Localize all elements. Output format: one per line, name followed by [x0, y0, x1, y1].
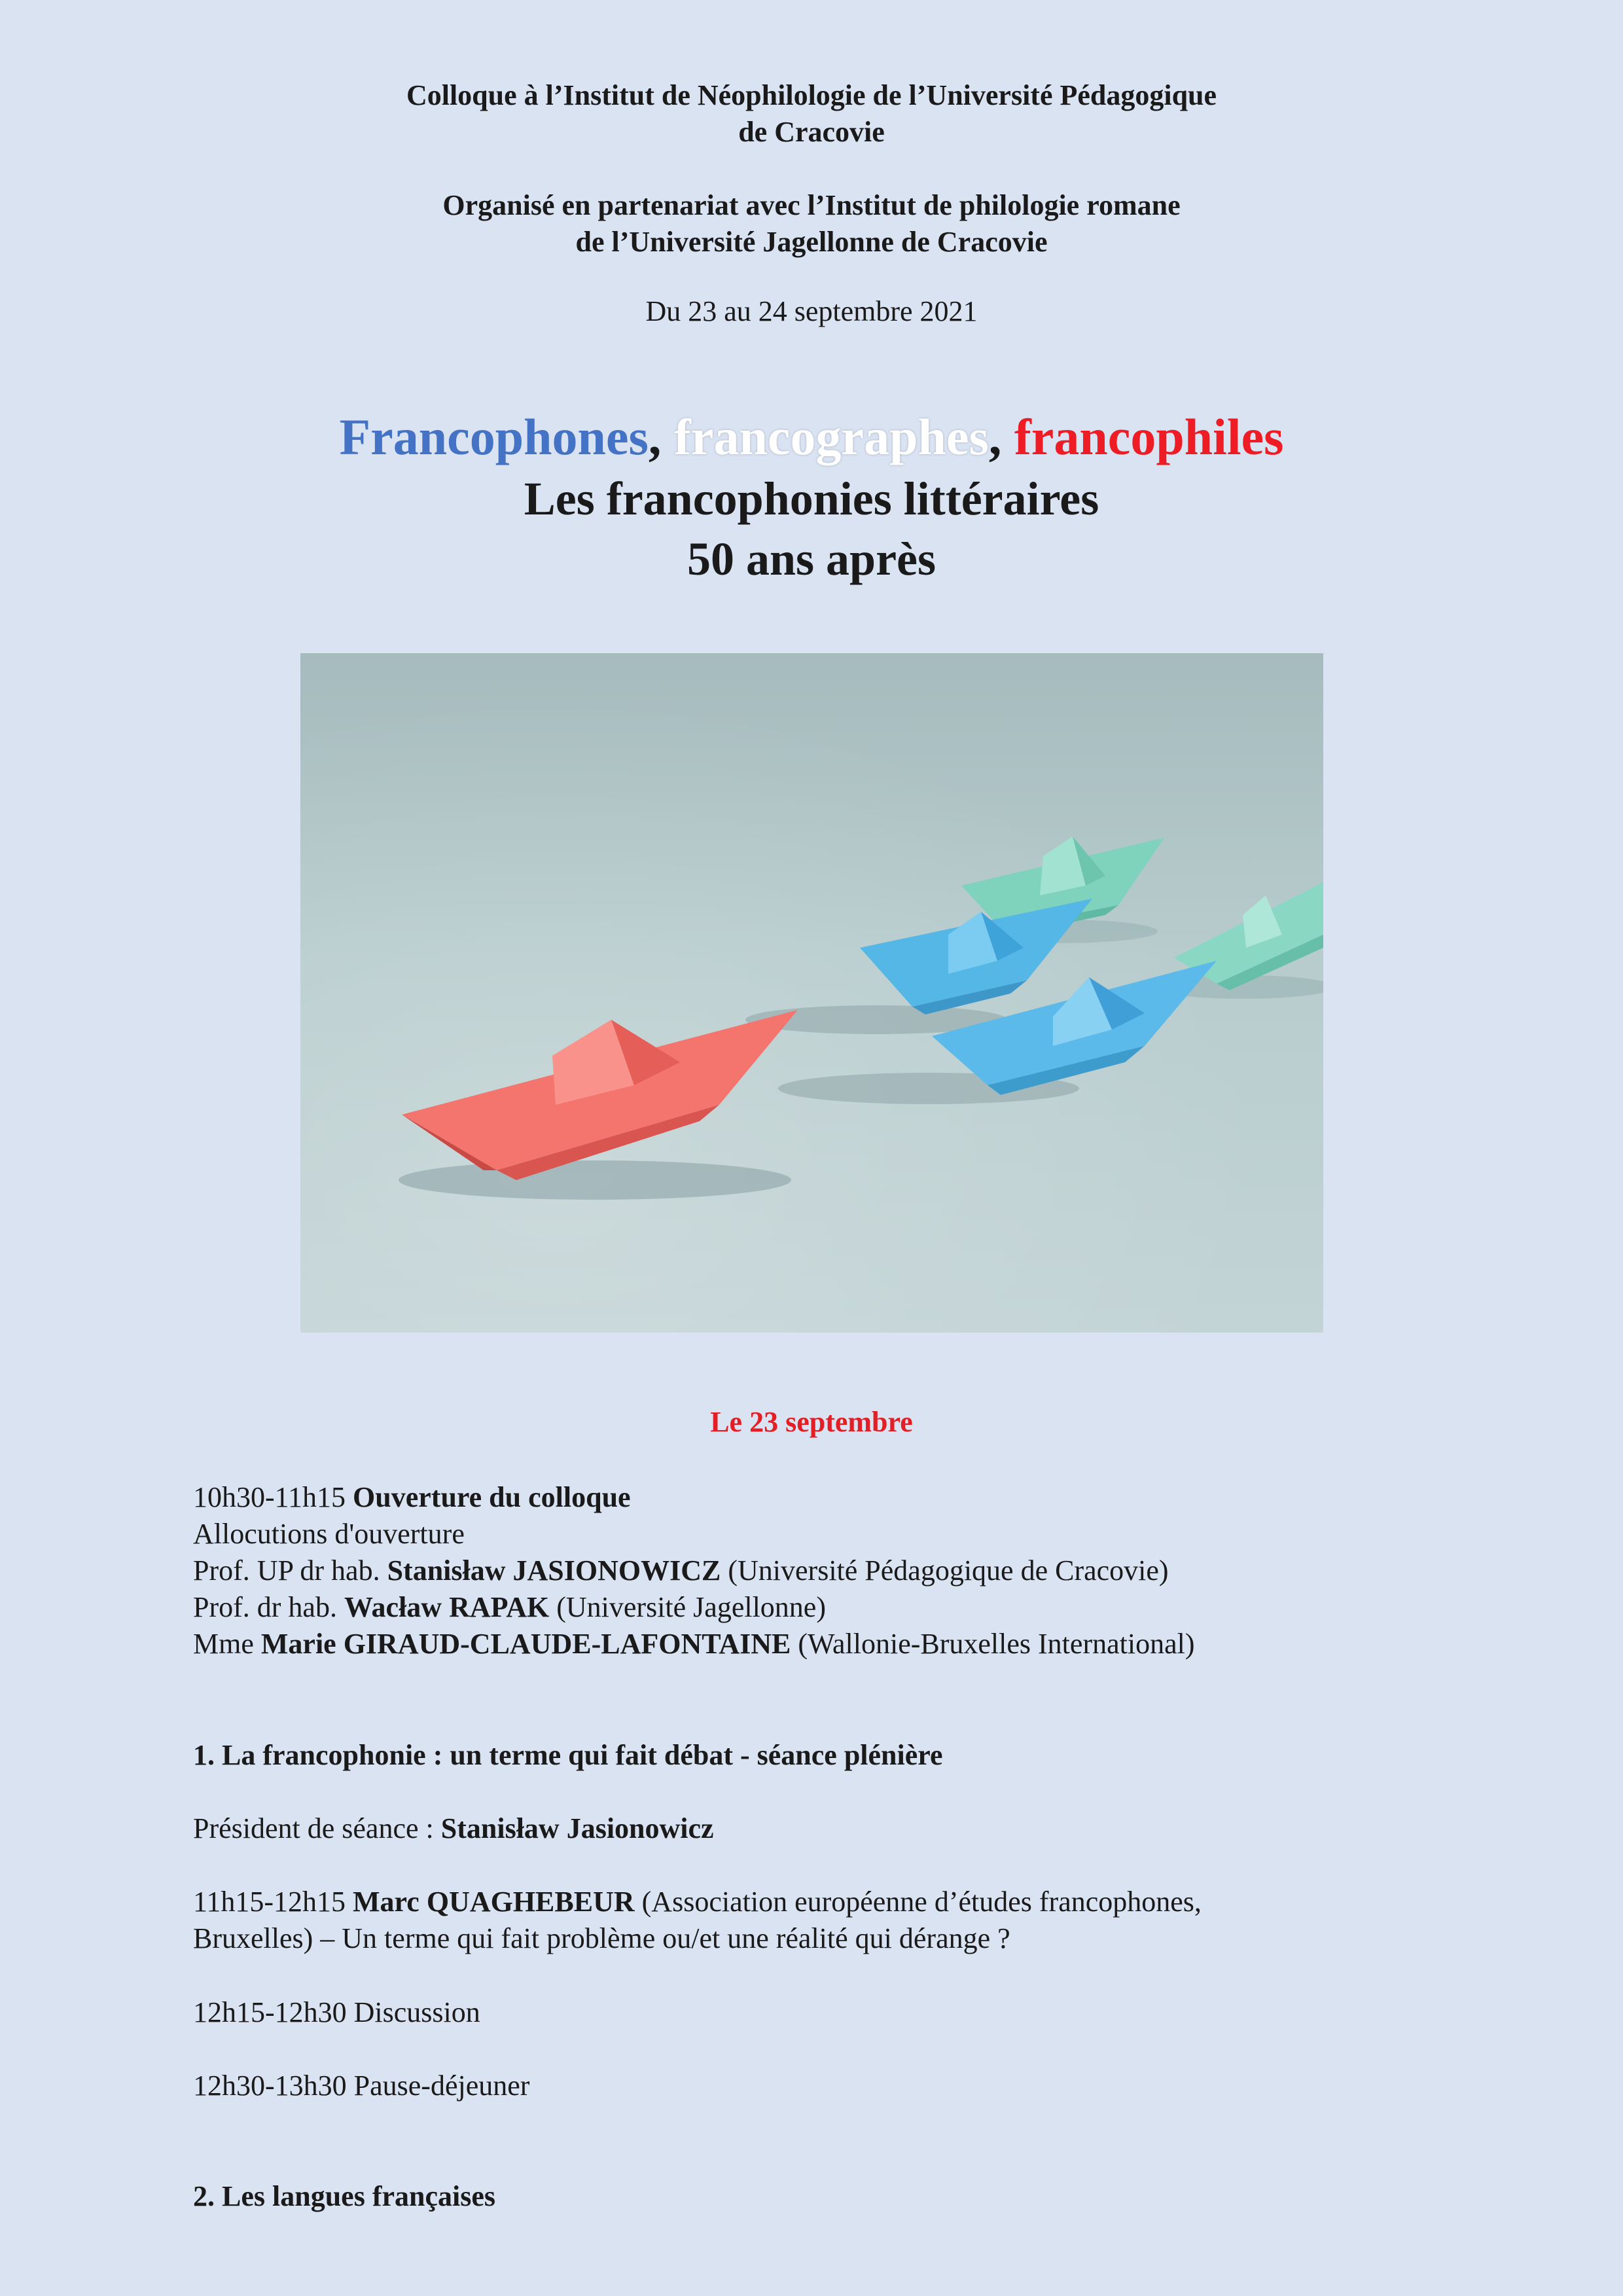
- title-word-francographes: francographes: [673, 408, 989, 465]
- speaker-name: Marie GIRAUD-CLAUDE-LAFONTAINE: [260, 1628, 791, 1660]
- opening-time: 10h30-11h15: [193, 1481, 346, 1513]
- opening-block: [193, 1479, 1436, 1662]
- president-name: Stanisław Jasionowicz: [440, 1812, 714, 1844]
- title-separator: ,: [648, 408, 674, 465]
- paper-boats-photo: [300, 653, 1323, 1333]
- speaker-prefix: Prof. dr hab.: [193, 1591, 337, 1623]
- talk-title: Bruxelles) – Un terme qui fait problème ou/et une réalité qui dérange ?: [193, 1922, 1010, 1954]
- header-line-1: Colloque à l’Institut de Néophilologie de l’Université Pédagogique: [406, 79, 1217, 111]
- session-1-lunch: 12h30-13h30 Pause-déjeuner: [193, 2070, 530, 2102]
- speaker-prefix: Mme: [193, 1628, 254, 1660]
- talk-time: 11h15-12h15: [193, 1886, 346, 1918]
- session-1-title-text: 1. La francophonie : un terme qui fait débat - séance plénière: [193, 1739, 943, 1771]
- header-line-2: de Cracovie: [738, 116, 885, 148]
- session-1-talk: [193, 1884, 1436, 1957]
- session-2-title-text: 2. Les langues françaises: [193, 2180, 495, 2212]
- opening-title: Ouverture du colloque: [353, 1481, 631, 1513]
- speaker-line: [193, 1552, 1436, 1589]
- title-line-3: 50 ans après: [687, 533, 936, 585]
- header-line-3: Organisé en partenariat avec l’Institut de philologie romane: [442, 189, 1181, 221]
- opening-subtitle: Allocutions d'ouverture: [193, 1518, 465, 1550]
- speaker-affiliation: (Université Jagellonne): [556, 1591, 826, 1623]
- president-label: Président de séance :: [193, 1812, 434, 1844]
- title-word-francophiles: francophiles: [1014, 408, 1284, 465]
- header-line-4: de l’Université Jagellonne de Cracovie: [575, 226, 1048, 258]
- speaker-prefix: Prof. UP dr hab.: [193, 1554, 380, 1587]
- speaker-line: [193, 1626, 1436, 1662]
- colloquium-title: [0, 406, 1623, 589]
- session-1-discussion: 12h15-12h30 Discussion: [193, 1996, 480, 2028]
- header-partner: [0, 187, 1623, 260]
- opening-line: [193, 1479, 1436, 1516]
- day-heading: Le 23 septembre: [710, 1406, 913, 1438]
- session-1-title: [193, 1737, 1436, 1774]
- session-1-president: [193, 1810, 1436, 1847]
- title-separator: ,: [988, 408, 1014, 465]
- title-line-2: Les francophonies littéraires: [524, 473, 1099, 525]
- talk-speaker: Marc QUAGHEBEUR: [353, 1886, 635, 1918]
- talk-affiliation: (Association européenne d’études francophones,: [641, 1886, 1202, 1918]
- speaker-name: Stanisław JASIONOWICZ: [387, 1554, 721, 1587]
- header-organizer: [0, 77, 1623, 151]
- title-line-1: [0, 406, 1623, 469]
- event-dates: Du 23 au 24 septembre 2021: [645, 295, 978, 327]
- session-2-title: [193, 2178, 1436, 2215]
- speaker-affiliation: (Wallonie-Bruxelles International): [798, 1628, 1195, 1660]
- speaker-line: [193, 1589, 1436, 1626]
- speaker-name: Wacław RAPAK: [344, 1591, 550, 1623]
- title-word-francophones: Francophones: [339, 408, 649, 465]
- speaker-affiliation: (Université Pédagogique de Cracovie): [728, 1554, 1169, 1587]
